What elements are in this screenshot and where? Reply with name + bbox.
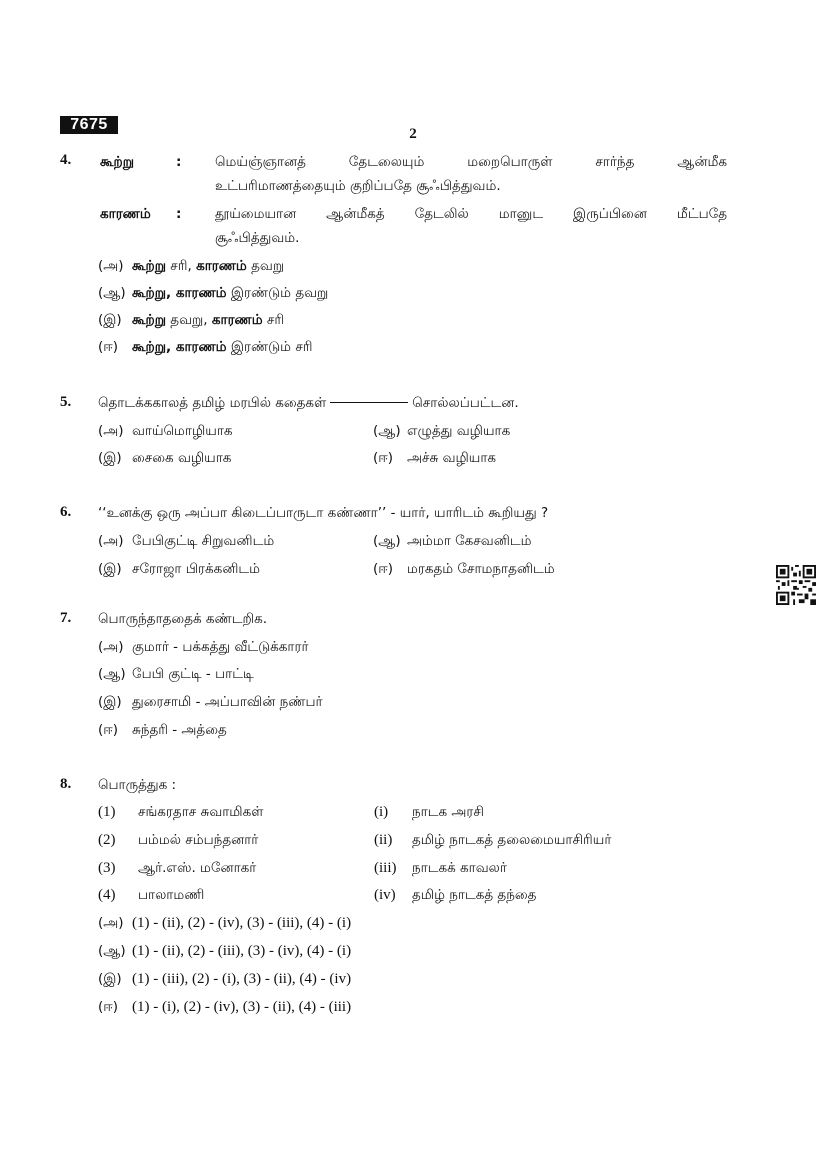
match-right-item: (i) நாடக அரசி [374, 804, 484, 820]
q4-option-b[interactable]: (ஆ) கூற்று, காரணம் இரண்டும் தவறு [98, 285, 329, 301]
q5-option-c[interactable]: (இ) சைகை வழியாக [98, 450, 232, 466]
match-right-item: (ii) தமிழ் நாடகத் தலைமையாசிரியர் [374, 832, 612, 848]
option-label: (ஈ) [98, 339, 119, 355]
match-right-item: (iv) தமிழ் நாடகத் தந்தை [374, 887, 537, 903]
page-number: 2 [409, 126, 417, 142]
assertion-text-line1: மெய்ஞ்ஞானத் தேடலையும் மறைபொருள் சார்ந்த ஆன்மீக [215, 154, 727, 170]
match-right-item: (iii) நாடகக் காவலர் [374, 860, 507, 876]
q7-option-b[interactable]: (ஆ) பேபி குட்டி - பாட்டி [98, 666, 254, 682]
q4-option-d[interactable]: (ஈ) கூற்று, காரணம் இரண்டும் சரி [98, 339, 313, 355]
q7-option-a[interactable]: (அ) குமார் - பக்கத்து வீட்டுக்காரர் [98, 639, 309, 655]
q8-option-d[interactable]: (ஈ) (1) - (i), (2) - (iv), (3) - (ii), (4) - (iii) [98, 999, 352, 1015]
assertion-label: கூற்று [100, 154, 135, 170]
reason-colon: : [176, 206, 182, 222]
reason-label: காரணம் [100, 206, 151, 222]
question-5-number: 5. [60, 394, 72, 410]
q4-option-c[interactable]: (இ) கூற்று தவறு, காரணம் சரி [98, 312, 285, 328]
q4-option-a[interactable]: (அ) கூற்று சரி, காரணம் தவறு [98, 258, 285, 274]
reason-text-line2: சூஃபித்துவம். [215, 230, 300, 246]
q5-option-a[interactable]: (அ) வாய்மொழியாக [98, 423, 233, 439]
q6-option-a[interactable]: (அ) பேபிகுட்டி சிறுவனிடம் [98, 533, 275, 549]
match-left-item: (3) ஆர்.எஸ். மனோகர் [98, 860, 257, 876]
assertion-colon: : [176, 154, 182, 170]
question-7-text: பொருந்தாததைக் கண்டறிக. [98, 611, 268, 627]
q8-option-c[interactable]: (இ) (1) - (iii), (2) - (i), (3) - (ii), (4) - (iv) [98, 971, 352, 987]
question-6-text: ‘‘உனக்கு ஒரு அப்பா கிடைப்பாருடா கண்ணா’’ - யார், யாரிடம் கூறியது ? [98, 505, 549, 521]
reason-text-line1: தூய்மையான ஆன்மீகத் தேடலில் மானுட இருப்பினை மீட்பதே [215, 206, 727, 222]
question-7-number: 7. [60, 610, 72, 626]
option-label: (அ) [98, 258, 124, 274]
q8-option-b[interactable]: (ஆ) (1) - (ii), (2) - (iii), (3) - (iv), (4) - (i) [98, 943, 352, 959]
q6-option-d[interactable]: (ஈ) மரகதம் சோமநாதனிடம் [373, 561, 555, 577]
q8-option-a[interactable]: (அ) (1) - (ii), (2) - (iv), (3) - (iii), (4) - (i) [98, 915, 352, 931]
q6-option-c[interactable]: (இ) சரோஜா பிரக்கனிடம் [98, 561, 261, 577]
paper-code: 7675 [60, 116, 118, 134]
match-left-item: (4) பாலாமணி [98, 887, 205, 903]
question-6-number: 6. [60, 504, 72, 520]
question-4-number: 4. [60, 152, 72, 168]
match-left-item: (1) சங்கரதாச சுவாமிகள் [98, 804, 264, 820]
match-left-item: (2) பம்மல் சம்பந்தனார் [98, 832, 259, 848]
question-8-number: 8. [60, 776, 72, 792]
option-label: (ஆ) [98, 285, 126, 301]
option-label: (இ) [98, 312, 122, 328]
assertion-text-line2: உட்பரிமாணத்தையும் குறிப்பதே சூஃபித்துவம். [215, 178, 501, 194]
q7-option-d[interactable]: (ஈ) சுந்தரி - அத்தை [98, 722, 227, 738]
q6-option-b[interactable]: (ஆ) அம்மா கேசவனிடம் [373, 533, 532, 549]
q5-option-b[interactable]: (ஆ) எழுத்து வழியாக [373, 423, 511, 439]
q5-option-d[interactable]: (ஈ) அச்சு வழியாக [373, 450, 497, 466]
answer-blank [330, 402, 408, 403]
question-8-text: பொருத்துக : [98, 777, 177, 793]
question-5-text: தொடக்ககாலத் தமிழ் மரபில் கதைகள் சொல்லப்பட்டன. [98, 395, 519, 411]
qr-code [776, 565, 816, 605]
q7-option-c[interactable]: (இ) துரைசாமி - அப்பாவின் நண்பர் [98, 694, 323, 710]
